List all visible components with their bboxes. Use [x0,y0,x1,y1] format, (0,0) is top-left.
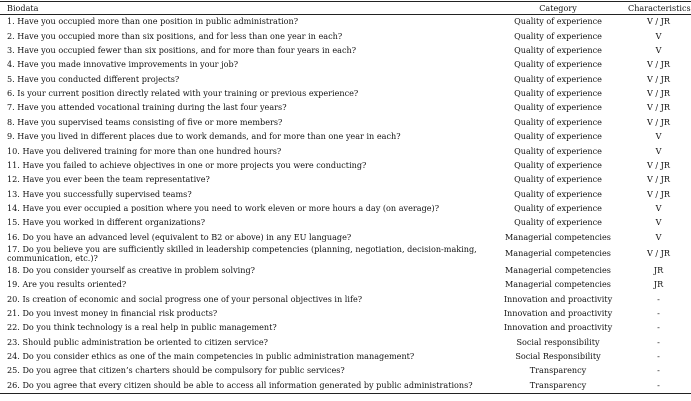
characteristics-cell: V / JR [646,188,671,199]
question-cell: 17. Do you believe you are sufficiently skilled in leadership competencies (planning, negotiation, decision-making, communication, etc.)? [7,244,477,263]
question-cell: 23. Should public administration be oriented to citizen service? [7,336,268,347]
characteristics-cell: V [655,131,662,142]
table-row [0,230,691,244]
question-cell: 12. Have you ever been the team representative? [7,174,210,185]
question-cell: 11. Have you failed to achieve objectives in one or more projects you were conducting? [7,159,367,170]
characteristics-cell: V / JR [646,159,671,170]
question-cell: 15. Have you worked in different organizations? [7,217,206,228]
characteristics-cell: V / JR [646,174,671,185]
table-row [0,144,691,158]
question-cell: 1. Have you occupied more than one position in public administration? [7,16,299,27]
table-row [0,15,691,30]
characteristics-cell: - [657,293,660,304]
table-row [0,307,691,321]
table-header-row [0,2,691,15]
table-row [0,72,691,86]
category-cell: Quality of experience [514,131,602,142]
characteristics-cell: V [655,30,662,41]
header-characteristics: Characteristics [628,3,691,13]
table-row [0,364,691,378]
table-row [0,335,691,349]
table-row [0,173,691,187]
question-cell: 22. Do you think technology is a real help in public management? [7,322,277,333]
characteristics-cell: JR [653,264,664,275]
header-category: Category [490,2,626,15]
characteristics-cell: V [655,45,662,56]
category-cell: Quality of experience [514,102,602,113]
characteristics-cell: - [657,350,660,361]
characteristics-cell: V [655,217,662,228]
question-cell: 18. Do you consider yourself as creative in problem solving? [7,264,255,275]
category-cell: Quality of experience [514,159,602,170]
category-cell: Innovation and proactivity [503,322,613,333]
question-cell: 8. Have you supervised teams consisting of five or more members? [7,116,283,127]
question-cell: 10. Have you delivered training for more than one hundred hours? [7,145,282,156]
question-cell: 19. Are you results oriented? [7,279,127,290]
category-cell: Quality of experience [514,59,602,70]
category-cell: Managerial competencies [505,248,611,259]
category-cell: Social Responsibility [515,350,601,361]
characteristics-cell: V [655,145,662,156]
category-cell: Managerial competencies [505,231,611,242]
characteristics-cell: V / JR [646,102,671,113]
category-cell: Managerial competencies [505,264,611,275]
header-biodata: Biodata [0,2,490,15]
question-cell: 6. Is your current position directly related with your training or previous experience? [7,88,359,99]
question-cell: 13. Have you successfully supervised teams? [7,188,192,199]
category-cell: Transparency [529,365,587,376]
category-cell: Quality of experience [514,145,602,156]
characteristics-cell: V [655,202,662,213]
characteristics-cell: - [657,307,660,318]
table-row [0,87,691,101]
question-cell: 26. Do you agree that every citizen should be able to access all information generated by public administrations? [0,378,490,393]
characteristics-cell: - [626,378,691,393]
category-cell: Quality of experience [514,45,602,56]
question-cell: 24. Do you consider ethics as one of the main competencies in public administration management? [7,350,415,361]
characteristics-cell: V [655,231,662,242]
table-row [0,101,691,115]
category-cell: Quality of experience [514,188,602,199]
table-body [0,15,691,394]
question-cell: 7. Have you attended vocational training during the last four years? [7,102,287,113]
characteristics-cell: - [657,336,660,347]
question-cell: 5. Have you conducted different projects? [7,73,180,84]
characteristics-cell: V / JR [646,16,671,27]
category-cell: Social responsibility [516,336,600,347]
table-row [0,292,691,306]
question-cell: 16. Do you have an advanced level (equivalent to B2 or above) in any EU language? [7,231,352,242]
question-cell: 2. Have you occupied more than six positions, and for less than one year in each? [7,30,343,41]
characteristics-cell: - [657,322,660,333]
question-cell: 21. Do you invest money in financial risk products? [7,307,218,318]
question-cell: 3. Have you occupied fewer than six positions, and for more than four years in each? [7,45,357,56]
table-row [0,264,691,278]
question-cell: 4. Have you made innovative improvements in your job? [7,59,239,70]
table-row [0,115,691,129]
category-cell: Quality of experience [514,88,602,99]
characteristics-cell: V / JR [646,88,671,99]
category-cell: Innovation and proactivity [503,293,613,304]
table-row [0,130,691,144]
category-cell: Transparency [490,378,626,393]
table-row [0,378,691,393]
table-row [0,158,691,172]
table-row [0,216,691,230]
category-cell: Innovation and proactivity [503,307,613,318]
category-cell: Quality of experience [514,174,602,185]
table-row [0,278,691,292]
category-cell: Managerial competencies [505,279,611,290]
characteristics-cell: V / JR [646,73,671,84]
question-cell: 25. Do you agree that citizen’s charters should be compulsory for public services? [7,365,345,376]
biodata-table [0,1,691,394]
question-cell: 14. Have you ever occupied a position where you need to work eleven or more hours a day (on average)? [7,202,440,213]
question-cell: 9. Have you lived in different places due to work demands, and for more than one year in each? [7,131,401,142]
table-row [0,58,691,72]
category-cell: Quality of experience [514,116,602,127]
table-row [0,350,691,364]
category-cell: Quality of experience [514,202,602,213]
category-cell: Quality of experience [514,30,602,41]
characteristics-cell: JR [653,279,664,290]
table-row [0,245,691,264]
characteristics-cell: - [657,365,660,376]
question-cell: 20. Is creation of economic and social progress one of your personal objectives in life? [7,293,363,304]
characteristics-cell: V / JR [646,59,671,70]
table-row [0,321,691,335]
category-cell: Quality of experience [514,73,602,84]
table-row [0,29,691,43]
table-row [0,44,691,58]
category-cell: Quality of experience [514,16,602,27]
characteristics-cell: V / JR [646,248,671,259]
category-cell: Quality of experience [514,217,602,228]
table-row [0,187,691,201]
table-row [0,201,691,215]
characteristics-cell: V / JR [646,116,671,127]
